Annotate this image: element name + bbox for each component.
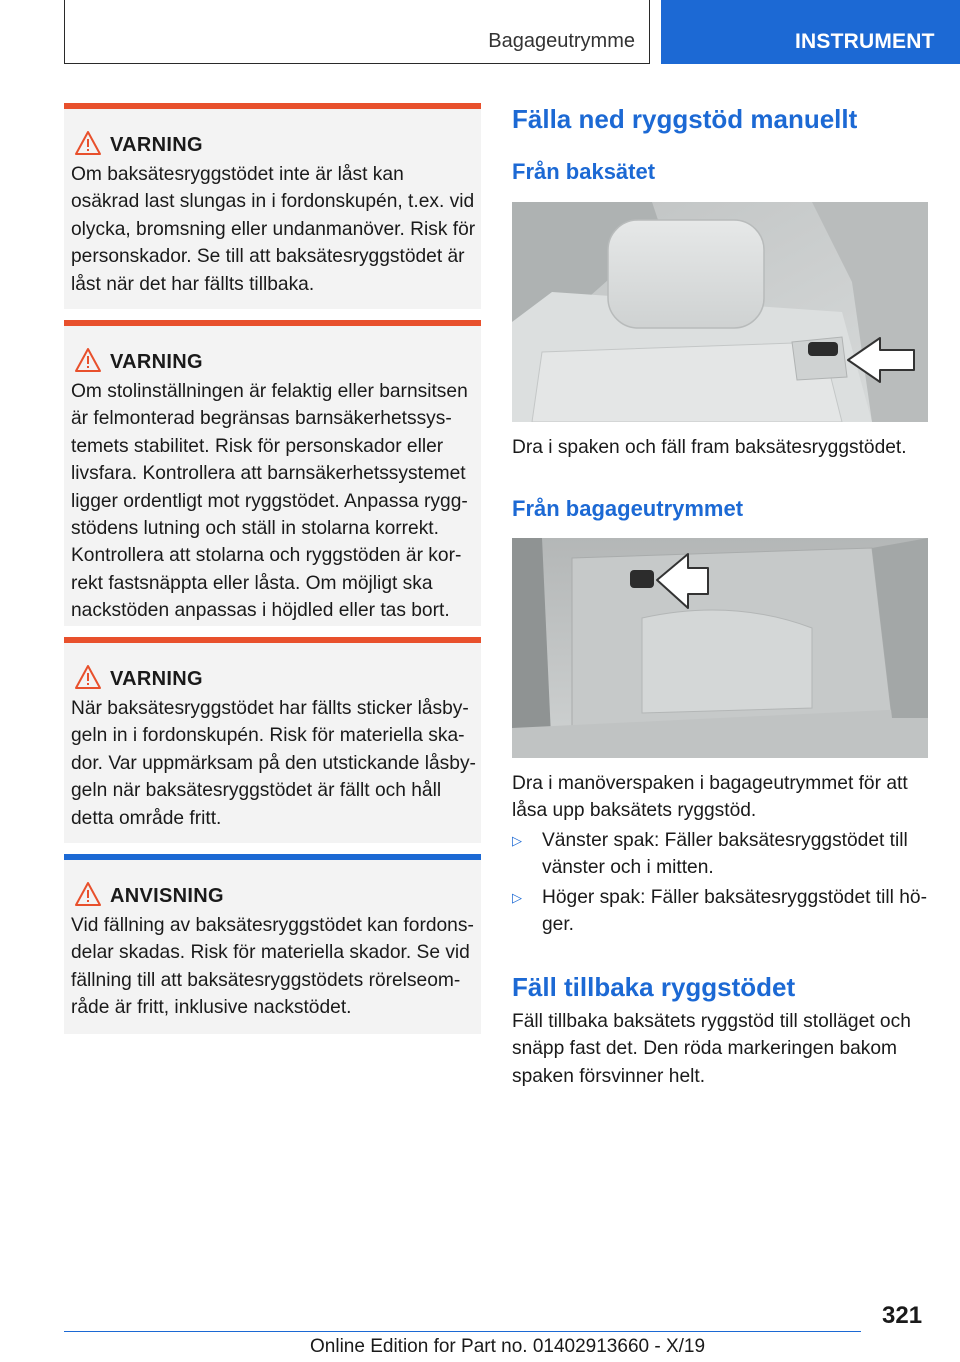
warning-box-2 [64,320,481,626]
notice-box [64,854,481,1034]
section-heading-2: Fäll tillbaka ryggstödet [512,972,796,1002]
notice-text: Vid fällning av baksätesryggstödet kan fordonsdelar skadas. Risk för materiella skador. Se vid fällning till att baksätesryggstödets rörelseområde är fritt, inklusive nackstödet. [71,915,474,1019]
warning-title: VARNING [110,134,203,156]
page-number: 321 [882,1302,923,1329]
list-marker-icon: ▷ [512,890,522,905]
footer-edition: Online Edition for Part no. 01402913660 - X/19 [310,1336,706,1357]
warning-triangle-icon [74,130,102,156]
warning-title: VARNING [110,668,203,690]
header-chapter-tab[interactable] [661,0,960,64]
warning-text: Om baksätesryggstödet inte är låst kan osäkrad last slungas in i fordonskupén, t.ex. vid olycka, bromsning eller undanmanöver. Risk för personskador. Se till att baksätesryggstödet är låst när det har fällts tillbaka. [71,164,476,295]
warning-box-1 [64,103,481,309]
cargo-lever-image [512,538,928,758]
warning-bar [64,637,481,643]
section-heading: Fälla ned ryggstöd manuellt [512,104,858,134]
body-paragraph: Fäll tillbaka baksätets ryggstöd till stolläget och snäpp fast det. Den röda markeringen bakom spaken försvinner helt. [512,1011,911,1087]
list-item-text: Höger spak: Fäller baksätesryggstödet till höger. [542,887,927,936]
caption-rear-seat: Dra i spaken och fäll fram baksätesryggstödet. [512,437,907,458]
header-section-title: Bagageutrymme [488,30,635,52]
header-section-frame [64,0,650,64]
warning-triangle-icon [74,664,102,690]
rear-seat-lever-image [512,202,928,422]
warning-triangle-icon [74,881,102,907]
warning-bar [64,320,481,326]
warning-text: När baksätesryggstödet har fällts sticker låsbygeln in i fordonskupén. Risk för materiella skador. Var uppmärksam på den utstickande låsbygeln när baksätesryggstödet är fällt och håll detta område fritt. [71,698,476,829]
subheading-cargo: Från bagageutrymmet [512,496,744,521]
list-marker-icon: ▷ [512,833,522,848]
notice-bar [64,854,481,860]
subheading-rear-seat: Från baksätet [512,159,656,184]
warning-title: VARNING [110,351,203,373]
warning-triangle-icon [74,347,102,373]
notice-title: ANVISNING [110,885,224,907]
footer-rule [64,1331,861,1332]
warning-bar [64,103,481,109]
warning-box-3 [64,637,481,843]
caption-cargo: Dra i manöverspaken i bagageutrymmet för att låsa upp baksätets ryggstöd. [512,773,908,822]
list-item-text: Vänster spak: Fäller baksätesryggstödet till vänster och i mitten. [542,830,908,879]
header-tab-label: INSTRUMENT [795,30,935,53]
warning-text: Om stolinställningen är felaktig eller barnsitsen är felmonterad begränsas barnsäkerhetssystemets stabilitet. Risk för personskador eller livsfara. Kontrollera att barnsäkerhetssystemet ligger ordentligt mot ryggstödet. Anpassa ryggstödens lutning och ställ in stolarna korrekt. Kontrollera att stolarna och ryggstöden är korrekt fastsnäppta eller låsta. Om möjligt ska nackstöden anpassas i höjdled eller tas bort. [71,381,468,622]
